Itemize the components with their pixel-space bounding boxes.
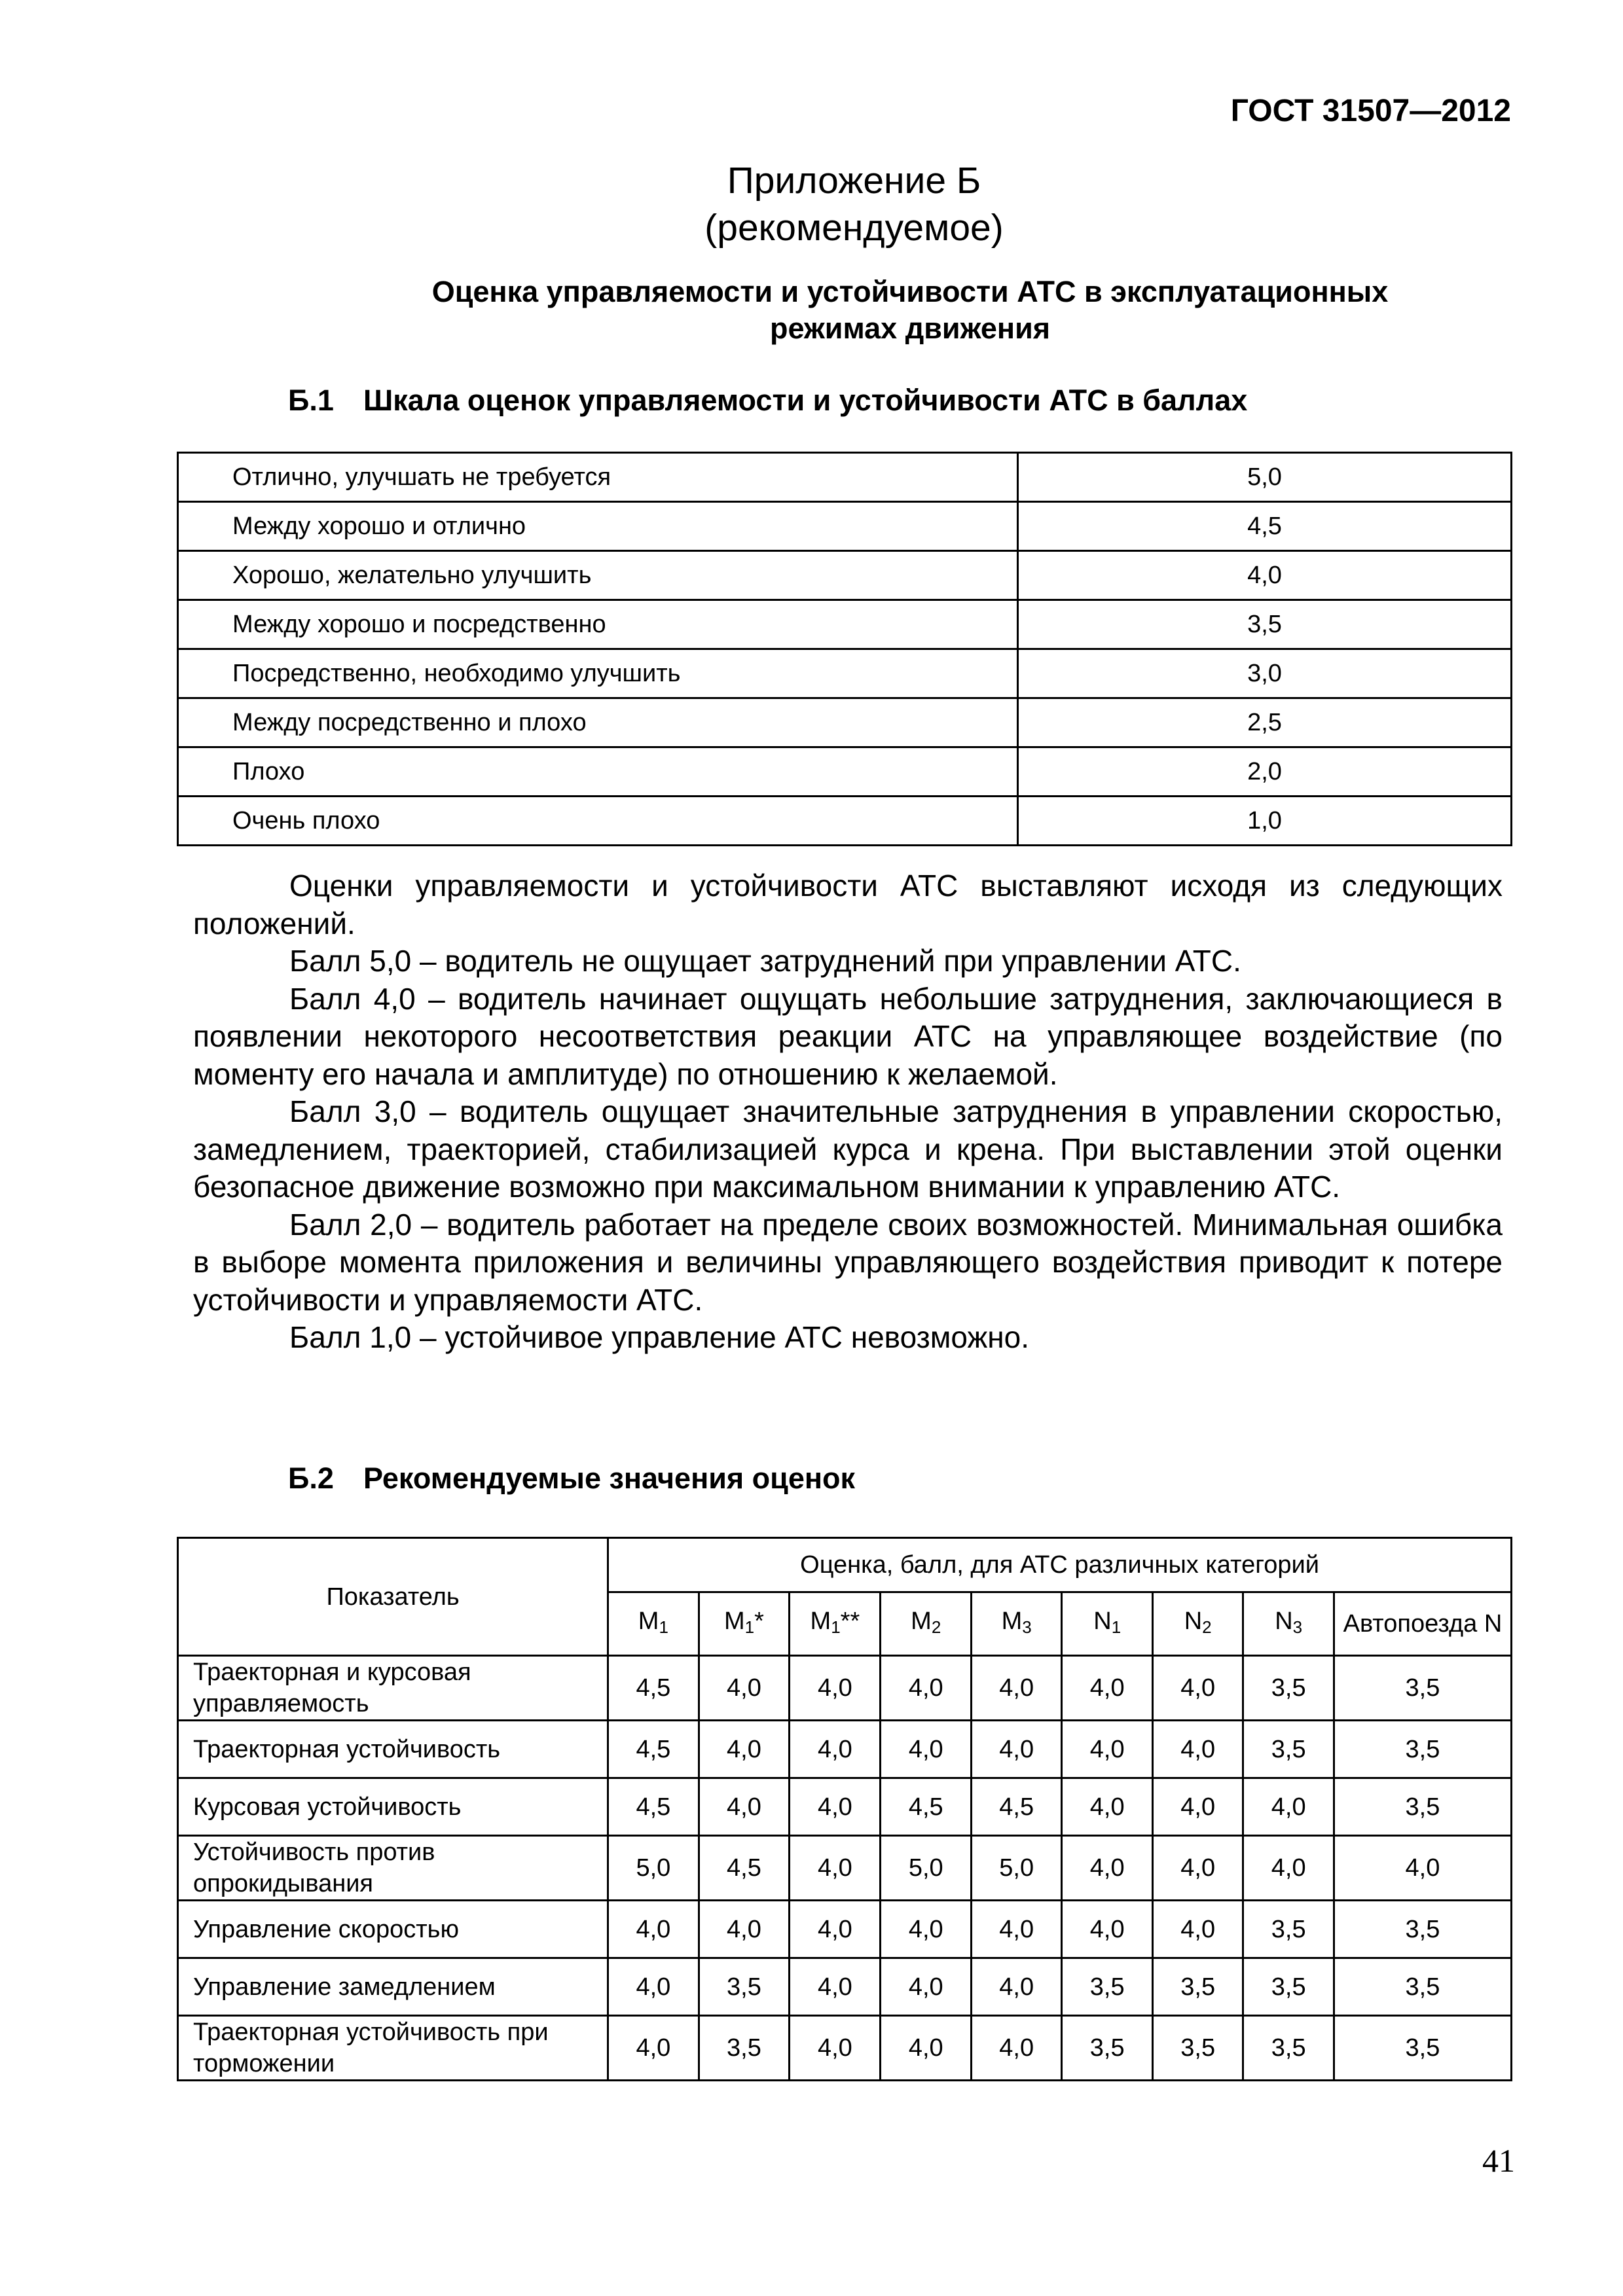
- body-paragraph: Балл 4,0 – водитель начинает ощущать небольшие затруднения, заключающиеся в появлении некоторого несоответствия реакции АТС на управляющее воздействие (по моменту его начала и амплитуде) по отношению к желаемой.: [193, 981, 1503, 1091]
- scale-label: Плохо: [178, 747, 1018, 797]
- score-cell: 3,5: [1334, 1958, 1511, 2016]
- score-cell: 5,0: [971, 1836, 1061, 1901]
- score-cell: 4,5: [971, 1778, 1061, 1836]
- score-cell: 3,5: [1243, 1958, 1334, 2016]
- scale-score: 5,0: [1018, 453, 1512, 502]
- indicator-name: Траекторная и курсовая управляемость: [178, 1656, 608, 1721]
- score-cell: 3,5: [1062, 2016, 1152, 2081]
- score-cell: 4,0: [1062, 1721, 1152, 1778]
- document-code: ГОСТ 31507—2012: [1230, 94, 1511, 128]
- scale-row: [178, 747, 1512, 797]
- score-cell: 3,5: [699, 2016, 790, 2081]
- score-cell: 4,0: [1243, 1778, 1334, 1836]
- score-cell: 4,0: [971, 1721, 1061, 1778]
- score-cell: 3,5: [1243, 2016, 1334, 2081]
- body-paragraph: Балл 2,0 – водитель работает на пределе своих возможностей. Минимальная ошибка в выборе момента приложения и величины управляющего воздействия приводит к потере устойчивости и управляемости АТС.: [193, 1207, 1503, 1317]
- scale-row: [178, 698, 1512, 747]
- subsection-b2-heading: [288, 1462, 855, 1496]
- scale-score: 1,0: [1018, 797, 1512, 846]
- scale-score: 2,0: [1018, 747, 1512, 797]
- appendix-title: Приложение Б: [727, 160, 981, 202]
- scale-label: Очень плохо: [178, 797, 1018, 846]
- category-column-header: $N_1$: [1062, 1592, 1152, 1656]
- subsection-b2-title: Рекомендуемые значения оценок: [363, 1462, 856, 1495]
- score-cell: 4,0: [971, 1958, 1061, 2016]
- scale-score: 3,0: [1018, 649, 1512, 698]
- values-row: [178, 1836, 1512, 1901]
- score-cell: 4,0: [699, 1656, 790, 1721]
- score-cell: 3,5: [1062, 1958, 1152, 2016]
- scale-score: 4,0: [1018, 551, 1512, 600]
- scale-row: [178, 600, 1512, 649]
- score-cell: 4,5: [608, 1778, 699, 1836]
- section-heading: [354, 274, 1467, 347]
- score-cell: 4,0: [881, 1656, 971, 1721]
- score-cell: 4,5: [881, 1778, 971, 1836]
- indicator-name: Управление замедлением: [178, 1958, 608, 2016]
- scale-label: Между хорошо и отлично: [178, 502, 1018, 551]
- score-cell: 4,0: [790, 1958, 881, 2016]
- score-cell: 4,0: [881, 2016, 971, 2081]
- section-heading-line-1: Оценка управляемости и устойчивости АТС в эксплуатационных: [431, 275, 1389, 308]
- scale-label: Отлично, улучшать не требуется: [178, 453, 1018, 502]
- score-cell: 5,0: [608, 1836, 699, 1901]
- scale-score: 3,5: [1018, 600, 1512, 649]
- score-cell: 3,5: [1243, 1721, 1334, 1778]
- score-cell: 3,5: [1334, 1656, 1511, 1721]
- score-cell: 4,0: [881, 1721, 971, 1778]
- scale-row: [178, 502, 1512, 551]
- category-column-header: $M_2$: [881, 1592, 971, 1656]
- score-cell: 4,0: [608, 1901, 699, 1958]
- values-row: [178, 2016, 1512, 2081]
- subsection-b1-title: Шкала оценок управляемости и устойчивости АТС в баллах: [363, 384, 1248, 417]
- page-number: 41: [1482, 2142, 1515, 2179]
- category-column-header: $M_1*$: [699, 1592, 790, 1656]
- appendix-title-block: [0, 157, 1623, 251]
- category-group-header: Оценка, балл, для АТС различных категорий: [608, 1538, 1512, 1592]
- category-column-header: $M_1$: [608, 1592, 699, 1656]
- score-cell: 4,0: [1152, 1656, 1243, 1721]
- body-paragraph: Балл 5,0 – водитель не ощущает затруднений при управлении АТС.: [289, 944, 1241, 978]
- score-cell: 5,0: [881, 1836, 971, 1901]
- score-cell: 4,0: [881, 1901, 971, 1958]
- score-cell: 4,0: [1152, 1901, 1243, 1958]
- rating-description-text: [193, 867, 1503, 1357]
- score-cell: 4,0: [699, 1721, 790, 1778]
- scale-label: Между хорошо и посредственно: [178, 600, 1018, 649]
- score-cell: 4,0: [790, 1656, 881, 1721]
- score-cell: 3,5: [1243, 1901, 1334, 1958]
- score-cell: 3,5: [1243, 1656, 1334, 1721]
- score-cell: 3,5: [1334, 1901, 1511, 1958]
- indicator-name: Траекторная устойчивость при торможении: [178, 2016, 608, 2081]
- score-cell: 3,5: [1152, 1958, 1243, 2016]
- subsection-b1-number: Б.1: [288, 384, 334, 417]
- score-cell: 4,0: [790, 1836, 881, 1901]
- scale-row: [178, 797, 1512, 846]
- score-cell: 4,0: [971, 1656, 1061, 1721]
- scale-score: 2,5: [1018, 698, 1512, 747]
- score-cell: 4,0: [1152, 1836, 1243, 1901]
- score-cell: 4,0: [699, 1901, 790, 1958]
- score-cell: 4,5: [608, 1656, 699, 1721]
- score-cell: 4,0: [1334, 1836, 1511, 1901]
- score-cell: 4,0: [608, 1958, 699, 2016]
- score-cell: 4,0: [1062, 1901, 1152, 1958]
- rating-scale-table: [177, 452, 1512, 846]
- scale-row: [178, 453, 1512, 502]
- score-cell: 4,0: [1062, 1778, 1152, 1836]
- score-cell: 3,5: [1152, 2016, 1243, 2081]
- score-cell: 3,5: [1334, 1778, 1511, 1836]
- category-column-header: Автопоезда N: [1334, 1592, 1511, 1656]
- score-cell: 3,5: [1334, 2016, 1511, 2081]
- score-cell: 4,0: [608, 2016, 699, 2081]
- category-column-header: $M_3$: [971, 1592, 1061, 1656]
- values-row: [178, 1778, 1512, 1836]
- score-cell: 4,0: [790, 1901, 881, 1958]
- body-paragraph: Балл 1,0 – устойчивое управление АТС невозможно.: [289, 1320, 1029, 1354]
- category-column-header: $N_3$: [1243, 1592, 1334, 1656]
- values-row: [178, 1958, 1512, 2016]
- indicator-name: Курсовая устойчивость: [178, 1778, 608, 1836]
- score-cell: 4,0: [790, 1778, 881, 1836]
- scale-row: [178, 649, 1512, 698]
- values-row: [178, 1656, 1512, 1721]
- appendix-status: (рекомендуемое): [704, 207, 1004, 249]
- category-column-header: $N_2$: [1152, 1592, 1243, 1656]
- indicator-name: Траекторная устойчивость: [178, 1721, 608, 1778]
- body-paragraph: Оценки управляемости и устойчивости АТС выставляют исходя из следующих положений.: [193, 869, 1503, 941]
- score-cell: 4,0: [790, 2016, 881, 2081]
- indicator-name: Устойчивость против опрокидывания: [178, 1836, 608, 1901]
- indicator-header: Показатель: [178, 1538, 608, 1656]
- category-column-header: $M_1**$: [790, 1592, 881, 1656]
- score-cell: 4,0: [971, 2016, 1061, 2081]
- score-cell: 4,5: [608, 1721, 699, 1778]
- score-cell: 4,0: [1152, 1721, 1243, 1778]
- score-cell: 3,5: [1334, 1721, 1511, 1778]
- section-heading-line-2: режимах движения: [769, 312, 1051, 345]
- score-cell: 4,0: [971, 1901, 1061, 1958]
- recommended-values-table: [177, 1537, 1512, 2081]
- score-cell: 4,0: [1062, 1836, 1152, 1901]
- scale-score: 4,5: [1018, 502, 1512, 551]
- values-row: [178, 1721, 1512, 1778]
- score-cell: 4,0: [790, 1721, 881, 1778]
- score-cell: 4,0: [1062, 1656, 1152, 1721]
- values-row: [178, 1901, 1512, 1958]
- score-cell: 4,0: [881, 1958, 971, 2016]
- score-cell: 4,5: [699, 1836, 790, 1901]
- score-cell: 3,5: [699, 1958, 790, 2016]
- indicator-name: Управление скоростью: [178, 1901, 608, 1958]
- score-cell: 4,0: [1152, 1778, 1243, 1836]
- score-cell: 4,0: [699, 1778, 790, 1836]
- scale-label: Между посредственно и плохо: [178, 698, 1018, 747]
- scale-row: [178, 551, 1512, 600]
- score-cell: 4,0: [1243, 1836, 1334, 1901]
- scale-label: Хорошо, желательно улучшить: [178, 551, 1018, 600]
- subsection-b1-heading: [288, 384, 1247, 418]
- subsection-b2-number: Б.2: [288, 1462, 334, 1495]
- scale-label: Посредственно, необходимо улучшить: [178, 649, 1018, 698]
- body-paragraph: Балл 3,0 – водитель ощущает значительные затруднения в управлении скоростью, замедлением, траекторией, стабилизацией курса и крена. При выставлении этой оценки безопасное движение возможно при максимальном внимании к управлению АТС.: [193, 1094, 1503, 1204]
